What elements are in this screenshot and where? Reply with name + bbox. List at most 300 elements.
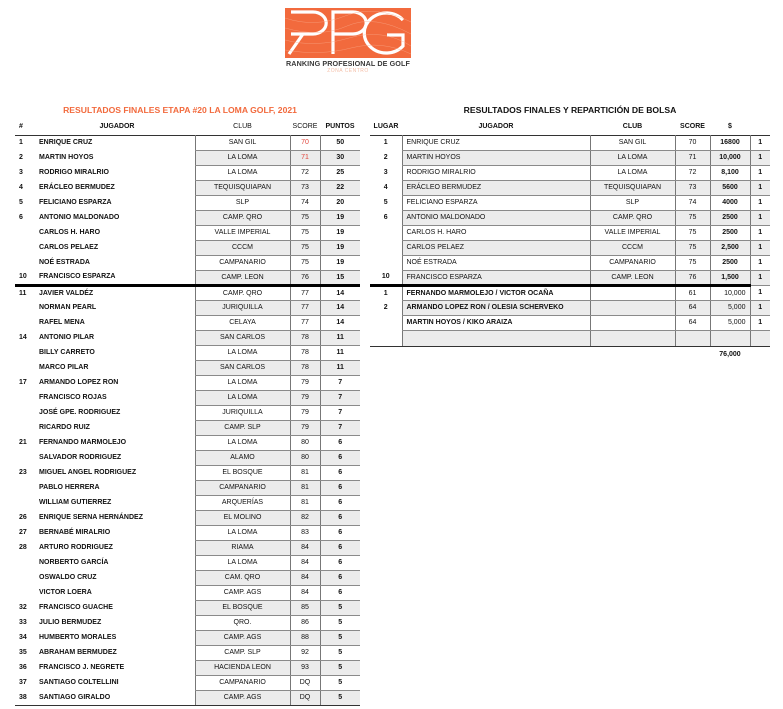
table-row — [370, 210, 770, 225]
row-player: MARTIN HOYOS / KIKO ARAIZA — [402, 315, 590, 330]
header-num: # — [19, 123, 23, 131]
row-extra: 1 — [750, 240, 770, 255]
row-points: 6 — [320, 585, 360, 600]
row-score: 75 — [290, 240, 320, 255]
table-row — [15, 315, 360, 330]
pair-row — [370, 300, 770, 315]
row-extra: 1 — [750, 270, 770, 285]
row-score: DQ — [290, 675, 320, 690]
row-club: EL BOSQUE — [195, 465, 290, 480]
header-score: SCORE — [680, 123, 705, 131]
row-score: 85 — [290, 600, 320, 615]
row-prize: 4000 — [710, 195, 750, 210]
row-place: 10 — [370, 270, 402, 285]
row-position: 37 — [19, 679, 27, 686]
row-points: 30 — [320, 150, 360, 165]
row-points: 19 — [320, 255, 360, 270]
row-score: 77 — [290, 300, 320, 315]
row-extra: 1 — [750, 225, 770, 240]
row-club — [590, 300, 675, 315]
row-extra: 1 — [750, 165, 770, 180]
row-position — [15, 225, 37, 240]
logo-mark — [285, 8, 411, 58]
row-player: FRANCISCO ROJAS — [39, 394, 107, 401]
row-club: LA LOMA — [195, 165, 290, 180]
row-player: WILLIAM GUTIERREZ — [39, 499, 112, 506]
row-score: 92 — [290, 645, 320, 660]
row-position — [15, 390, 37, 405]
row-player: FRANCISCO J. NEGRETE — [39, 664, 125, 671]
row-score: 86 — [290, 615, 320, 630]
row-player: RODRIGO MIRALRIO — [39, 169, 109, 176]
row-score: 73 — [290, 180, 320, 195]
row-points: 11 — [320, 345, 360, 360]
row-position: 4 — [19, 184, 23, 191]
row-position: 27 — [19, 529, 27, 536]
table-row — [15, 480, 360, 495]
row-club: LA LOMA — [195, 375, 290, 390]
row-club: LA LOMA — [195, 435, 290, 450]
row-club: HACIENDA LEON — [195, 660, 290, 675]
row-score: 80 — [290, 435, 320, 450]
row-score: 70 — [290, 135, 320, 150]
row-player: ARMANDO LOPEZ RON — [39, 379, 119, 386]
row-points: 14 — [320, 300, 360, 315]
header-place: LUGAR — [373, 123, 399, 131]
row-position: 32 — [19, 604, 27, 611]
row-points: 7 — [320, 420, 360, 435]
table-row — [15, 645, 360, 660]
pair-row — [370, 315, 770, 330]
row-prize: 5,000 — [710, 300, 750, 315]
row-score: 64 — [675, 315, 710, 330]
row-club: TEQUISQUIAPAN — [195, 180, 290, 195]
row-player: ANTONIO MALDONADO — [39, 214, 120, 221]
row-position: 26 — [19, 514, 27, 521]
row-points: 5 — [320, 600, 360, 615]
table-row — [370, 195, 770, 210]
empty-cell — [402, 330, 590, 346]
row-score: 74 — [675, 195, 710, 210]
row-position: 34 — [19, 634, 27, 641]
header-money: $ — [728, 123, 732, 131]
table-row — [15, 150, 360, 165]
row-club: CAMPANARIO — [195, 675, 290, 690]
row-extra: 1 — [750, 195, 770, 210]
row-extra: 1 — [750, 300, 770, 315]
row-points: 7 — [320, 405, 360, 420]
row-points: 19 — [320, 240, 360, 255]
row-club: CAMP. QRO — [195, 285, 290, 300]
results-table — [15, 119, 360, 706]
row-score: 84 — [290, 540, 320, 555]
row-points: 5 — [320, 660, 360, 675]
row-club: CAMPANARIO — [195, 255, 290, 270]
row-position: 2 — [19, 154, 23, 161]
row-prize: 2500 — [710, 225, 750, 240]
table-row — [370, 180, 770, 195]
row-prize: 2500 — [710, 255, 750, 270]
row-club: EL MOLINO — [195, 510, 290, 525]
row-score: 79 — [290, 375, 320, 390]
row-score: 93 — [290, 660, 320, 675]
row-player: ERÁCLEO BERMUDEZ — [402, 180, 590, 195]
row-points: 7 — [320, 390, 360, 405]
row-club: SAN CARLOS — [195, 360, 290, 375]
row-place: 1 — [383, 289, 388, 297]
empty-cell — [370, 330, 402, 346]
row-club: CAM. QRO — [195, 570, 290, 585]
purse-title: RESULTADOS FINALES Y REPARTICIÓN DE BOLSA — [463, 105, 677, 115]
row-points: 6 — [320, 435, 360, 450]
table-row — [370, 240, 770, 255]
row-player: FRANCISCO ESPARZA — [402, 270, 590, 285]
row-place: 4 — [383, 184, 388, 191]
row-club: VALLE IMPERIAL — [195, 225, 290, 240]
row-prize: 2500 — [710, 210, 750, 225]
row-points: 25 — [320, 165, 360, 180]
table-row — [15, 195, 360, 210]
row-score: 61 — [675, 285, 710, 300]
row-player: MIGUEL ANGEL RODRIGUEZ — [39, 469, 137, 476]
header-club: CLUB — [233, 123, 252, 131]
header-extra — [750, 119, 770, 135]
row-score: 78 — [290, 345, 320, 360]
purse-table — [370, 119, 770, 362]
row-player: CARLOS H. HARO — [39, 229, 101, 236]
row-player: JAVIER VALDÉZ — [39, 289, 94, 297]
row-club: SAN GIL — [195, 135, 290, 150]
row-score: 88 — [290, 630, 320, 645]
row-club: LA LOMA — [195, 345, 290, 360]
row-score: 82 — [290, 510, 320, 525]
table-row — [15, 540, 360, 555]
row-place: 6 — [383, 214, 388, 221]
row-extra: 1 — [750, 150, 770, 165]
row-points: 11 — [320, 330, 360, 345]
row-club: LA LOMA — [195, 555, 290, 570]
row-prize: 8,100 — [710, 165, 750, 180]
table-row — [15, 675, 360, 690]
row-position — [15, 585, 37, 600]
row-score: 79 — [290, 420, 320, 435]
table-row — [15, 525, 360, 540]
row-prize: 10,000 — [710, 150, 750, 165]
row-extra: 1 — [750, 255, 770, 270]
row-points: 19 — [320, 210, 360, 225]
row-position — [15, 345, 37, 360]
table-row — [15, 420, 360, 435]
empty-cell — [750, 330, 770, 346]
row-club: RIAMA — [195, 540, 290, 555]
row-score: 70 — [675, 135, 710, 150]
row-place — [370, 255, 402, 270]
row-score: 83 — [290, 525, 320, 540]
header-points: PUNTOS — [325, 123, 355, 131]
row-position: 6 — [19, 214, 23, 221]
row-player: NOÉ ESTRADA — [402, 255, 590, 270]
row-position — [15, 480, 37, 495]
header-player: JUGADOR — [99, 123, 135, 131]
row-extra: 1 — [750, 135, 770, 150]
row-points: 6 — [320, 570, 360, 585]
row-position — [15, 300, 37, 315]
row-place: 2 — [383, 304, 388, 311]
row-club: CAMP. LEON — [195, 270, 290, 285]
row-position — [15, 405, 37, 420]
row-club: CELAYA — [195, 315, 290, 330]
table-row — [15, 300, 360, 315]
table-row — [370, 225, 770, 240]
row-place: 1 — [383, 139, 388, 147]
table-row — [15, 630, 360, 645]
row-place — [370, 315, 402, 330]
empty-cell — [710, 330, 750, 346]
row-points: 6 — [320, 450, 360, 465]
row-place — [370, 240, 402, 255]
row-player: MARCO PILAR — [39, 364, 89, 371]
row-club — [590, 315, 675, 330]
row-club: CAMP. SLP — [195, 420, 290, 435]
empty-cell — [590, 330, 675, 346]
row-points: 5 — [320, 645, 360, 660]
purse-total: 76,000 — [719, 350, 741, 358]
table-row — [15, 360, 360, 375]
row-club: TEQUISQUIAPAN — [590, 180, 675, 195]
row-player: PABLO HERRERA — [39, 484, 100, 491]
row-position — [15, 450, 37, 465]
row-score: 64 — [675, 300, 710, 315]
table-row — [15, 285, 360, 300]
row-club: ARQUERÍAS — [195, 495, 290, 510]
table-row — [15, 570, 360, 585]
row-position: 1 — [19, 139, 23, 147]
row-position — [15, 315, 37, 330]
row-position: 14 — [19, 334, 27, 341]
logo-text: RANKING PROFESIONAL DE GOLF — [286, 59, 410, 68]
row-player: ERÁCLEO BERMUDEZ — [39, 184, 115, 191]
table-row — [370, 270, 770, 285]
row-score: 71 — [675, 150, 710, 165]
row-club: SLP — [195, 195, 290, 210]
row-score: 75 — [290, 225, 320, 240]
row-position — [15, 570, 37, 585]
row-position: 38 — [15, 690, 37, 705]
row-prize: 1,500 — [710, 270, 750, 285]
row-extra: 1 — [750, 180, 770, 195]
row-position: 36 — [19, 664, 27, 671]
table-row — [15, 135, 360, 150]
row-score: 78 — [290, 330, 320, 345]
row-score: 75 — [675, 225, 710, 240]
row-points: 19 — [320, 225, 360, 240]
row-player: FERNANDO MARMOLEJO — [39, 439, 127, 446]
table-row — [15, 600, 360, 615]
table-row — [15, 405, 360, 420]
row-player: RICARDO RUIZ — [39, 424, 90, 431]
row-place: 5 — [383, 199, 388, 206]
header-player: JUGADOR — [478, 123, 514, 131]
row-points: 6 — [320, 555, 360, 570]
row-player: ARTURO RODRIGUEZ — [39, 544, 113, 551]
row-extra: 1 — [750, 285, 770, 300]
row-score: DQ — [290, 690, 320, 705]
row-club: SLP — [590, 195, 675, 210]
table-row — [370, 255, 770, 270]
row-club: QRO. — [195, 615, 290, 630]
row-points: 5 — [320, 615, 360, 630]
table-row — [15, 555, 360, 570]
row-club: JURIQUILLA — [195, 300, 290, 315]
table-row — [15, 615, 360, 630]
row-prize: 10,000 — [710, 285, 750, 300]
row-position: 3 — [19, 169, 23, 176]
row-position: 33 — [19, 619, 27, 626]
row-player: NOÉ ESTRADA — [39, 259, 90, 266]
row-club: CAMP. SLP — [195, 645, 290, 660]
row-club: LA LOMA — [195, 150, 290, 165]
table-row — [15, 225, 360, 240]
table-row — [15, 435, 360, 450]
row-player: HUMBERTO MORALES — [39, 634, 117, 641]
row-score: 81 — [290, 465, 320, 480]
row-points: 6 — [320, 495, 360, 510]
row-club: SAN CARLOS — [195, 330, 290, 345]
row-club: ALAMO — [195, 450, 290, 465]
row-points: 6 — [320, 525, 360, 540]
row-club: CAMP. QRO — [590, 210, 675, 225]
table-row — [15, 450, 360, 465]
row-points: 5 — [320, 690, 360, 705]
row-points: 5 — [320, 675, 360, 690]
row-player: CARLOS PELAEZ — [39, 244, 99, 251]
row-score: 75 — [290, 255, 320, 270]
row-club — [590, 285, 675, 300]
table-row — [15, 585, 360, 600]
row-prize: 2,500 — [710, 240, 750, 255]
row-points: 7 — [320, 375, 360, 390]
row-points: 6 — [320, 540, 360, 555]
row-player: SANTIAGO GIRALDO — [37, 690, 195, 705]
row-club: CAMP. AGS — [195, 690, 290, 705]
row-club: CAMP. AGS — [195, 630, 290, 645]
table-row — [15, 255, 360, 270]
row-score: 74 — [290, 195, 320, 210]
empty-row — [370, 330, 770, 346]
row-club: LA LOMA — [195, 390, 290, 405]
table-row — [15, 330, 360, 345]
row-extra: 1 — [750, 210, 770, 225]
row-player: BERNABÉ MIRALRIO — [39, 529, 111, 536]
table-row — [370, 165, 770, 180]
table-row — [15, 180, 360, 195]
row-club: JURIQUILLA — [195, 405, 290, 420]
row-score: 80 — [290, 450, 320, 465]
row-points: 11 — [320, 360, 360, 375]
row-score: 81 — [290, 480, 320, 495]
table-row — [15, 690, 360, 705]
row-player: FRANCISCO ESPARZA — [37, 270, 195, 285]
row-points: 14 — [320, 315, 360, 330]
row-club: CAMP. AGS — [195, 585, 290, 600]
row-club: EL BOSQUE — [195, 600, 290, 615]
row-prize: 5600 — [710, 180, 750, 195]
row-points: 6 — [320, 480, 360, 495]
row-position — [15, 255, 37, 270]
row-club: CCCM — [195, 240, 290, 255]
row-points: 22 — [320, 180, 360, 195]
row-player: OSWALDO CRUZ — [39, 574, 97, 581]
row-player: VICTOR LOERA — [39, 589, 92, 596]
row-player: CARLOS PELAEZ — [402, 240, 590, 255]
row-score: 79 — [290, 405, 320, 420]
row-position: 35 — [19, 649, 27, 656]
table-row — [15, 390, 360, 405]
table-row — [15, 660, 360, 675]
table-row — [15, 165, 360, 180]
row-score: 76 — [290, 270, 320, 285]
row-score: 76 — [675, 270, 710, 285]
row-points: 5 — [320, 630, 360, 645]
row-score: 71 — [290, 150, 320, 165]
row-score: 75 — [290, 210, 320, 225]
row-player: FERNANDO MARMOLEJO / VICTOR OCAÑA — [402, 285, 590, 300]
row-position — [15, 495, 37, 510]
row-points: 15 — [320, 270, 360, 285]
row-club: CAMP. LEON — [590, 270, 675, 285]
row-score: 73 — [675, 180, 710, 195]
row-points: 20 — [320, 195, 360, 210]
row-player: CARLOS H. HARO — [402, 225, 590, 240]
table-row — [15, 510, 360, 525]
row-player: MARTIN HOYOS — [402, 150, 590, 165]
row-points: 14 — [320, 285, 360, 300]
row-player: RAFEL MENA — [39, 319, 85, 326]
header-score: SCORE — [292, 123, 318, 131]
row-player: ANTONIO MALDONADO — [402, 210, 590, 225]
row-score: 72 — [675, 165, 710, 180]
row-points: 6 — [320, 465, 360, 480]
row-club: VALLE IMPERIAL — [590, 225, 675, 240]
pair-row — [370, 285, 770, 300]
row-score: 75 — [675, 210, 710, 225]
row-position: 11 — [19, 289, 27, 297]
results-title: RESULTADOS FINALES ETAPA #20 LA LOMA GOLF, 2021 — [63, 105, 297, 115]
total-row — [370, 346, 770, 362]
row-prize: 16800 — [710, 135, 750, 150]
row-position: 23 — [19, 469, 27, 476]
table-row — [370, 150, 770, 165]
row-player: FELICIANO ESPARZA — [39, 199, 112, 206]
row-position — [15, 360, 37, 375]
row-player: RODRIGO MIRALRIO — [402, 165, 590, 180]
row-club: CAMP. QRO — [195, 210, 290, 225]
row-score: 79 — [290, 390, 320, 405]
empty-cell — [675, 330, 710, 346]
row-score: 84 — [290, 570, 320, 585]
row-player: MARTIN HOYOS — [39, 154, 94, 161]
row-score: 75 — [675, 240, 710, 255]
row-player: FRANCISCO GUACHE — [39, 604, 113, 611]
logo-subtext: ZONA CENTRO — [327, 68, 369, 74]
table-row — [370, 135, 770, 150]
row-player: ENRIQUE SERNA HERNÁNDEZ — [39, 514, 143, 521]
row-position: 21 — [19, 439, 27, 446]
row-club: LA LOMA — [590, 165, 675, 180]
row-player: FELICIANO ESPARZA — [402, 195, 590, 210]
row-score: 77 — [290, 315, 320, 330]
row-place — [370, 225, 402, 240]
